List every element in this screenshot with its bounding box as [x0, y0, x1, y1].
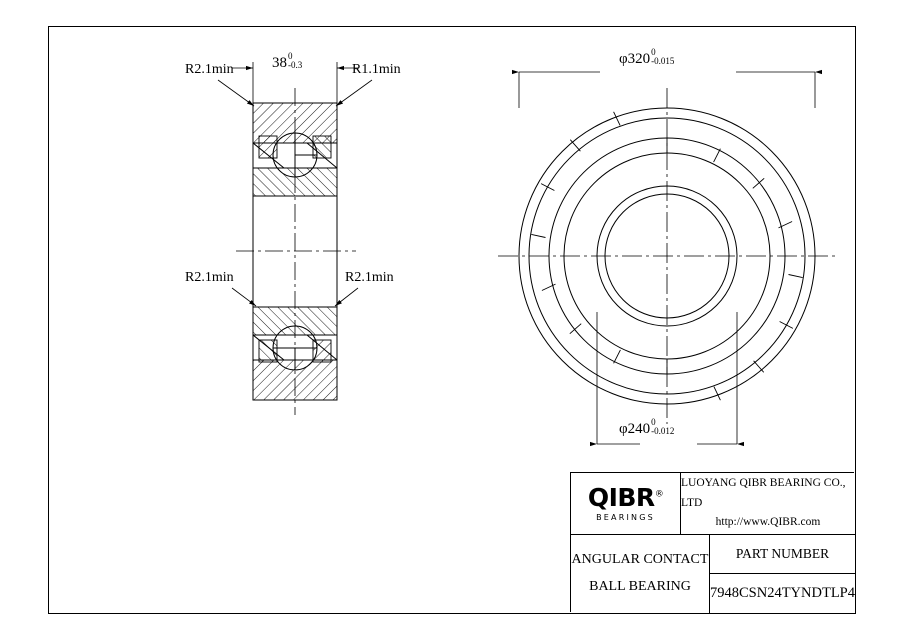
product-description-line2: BALL BEARING — [589, 579, 691, 594]
product-description — [571, 535, 710, 613]
title-block-body — [571, 535, 855, 613]
part-number-block — [710, 535, 855, 613]
dimension-bore-diameter: φ240 0 -0.012 — [619, 417, 675, 437]
part-number-value: 7948CSN24TYNDTLP4 — [709, 585, 855, 601]
front-view — [498, 88, 836, 424]
company-name: LUOYANG QIBR BEARING CO., LTD — [681, 477, 846, 509]
note-chamfer-bottom-right: R2.1min — [345, 270, 394, 285]
company-website: http://www.QIBR.com — [715, 516, 821, 529]
note-chamfer-top-left: R2.1min — [185, 62, 234, 77]
section-view — [236, 88, 356, 415]
company-logo — [571, 473, 681, 534]
dimension-width: 38 0 -0.3 — [272, 51, 303, 71]
company-info — [681, 473, 855, 534]
title-block-header — [571, 473, 855, 535]
part-number-label: PART NUMBER — [710, 535, 855, 574]
note-chamfer-top-right: R1.1min — [352, 62, 401, 77]
logo-text: QIBR® — [587, 483, 664, 512]
dimension-outer-diameter: φ320 0 -0.015 — [619, 47, 675, 67]
note-chamfer-bottom-left: R2.1min — [185, 270, 234, 285]
product-description-line1: ANGULAR CONTACT — [571, 552, 709, 568]
title-block — [570, 472, 854, 612]
logo-subtext: BEARINGS — [596, 513, 655, 522]
registered-trademark-icon: ® — [654, 489, 664, 500]
